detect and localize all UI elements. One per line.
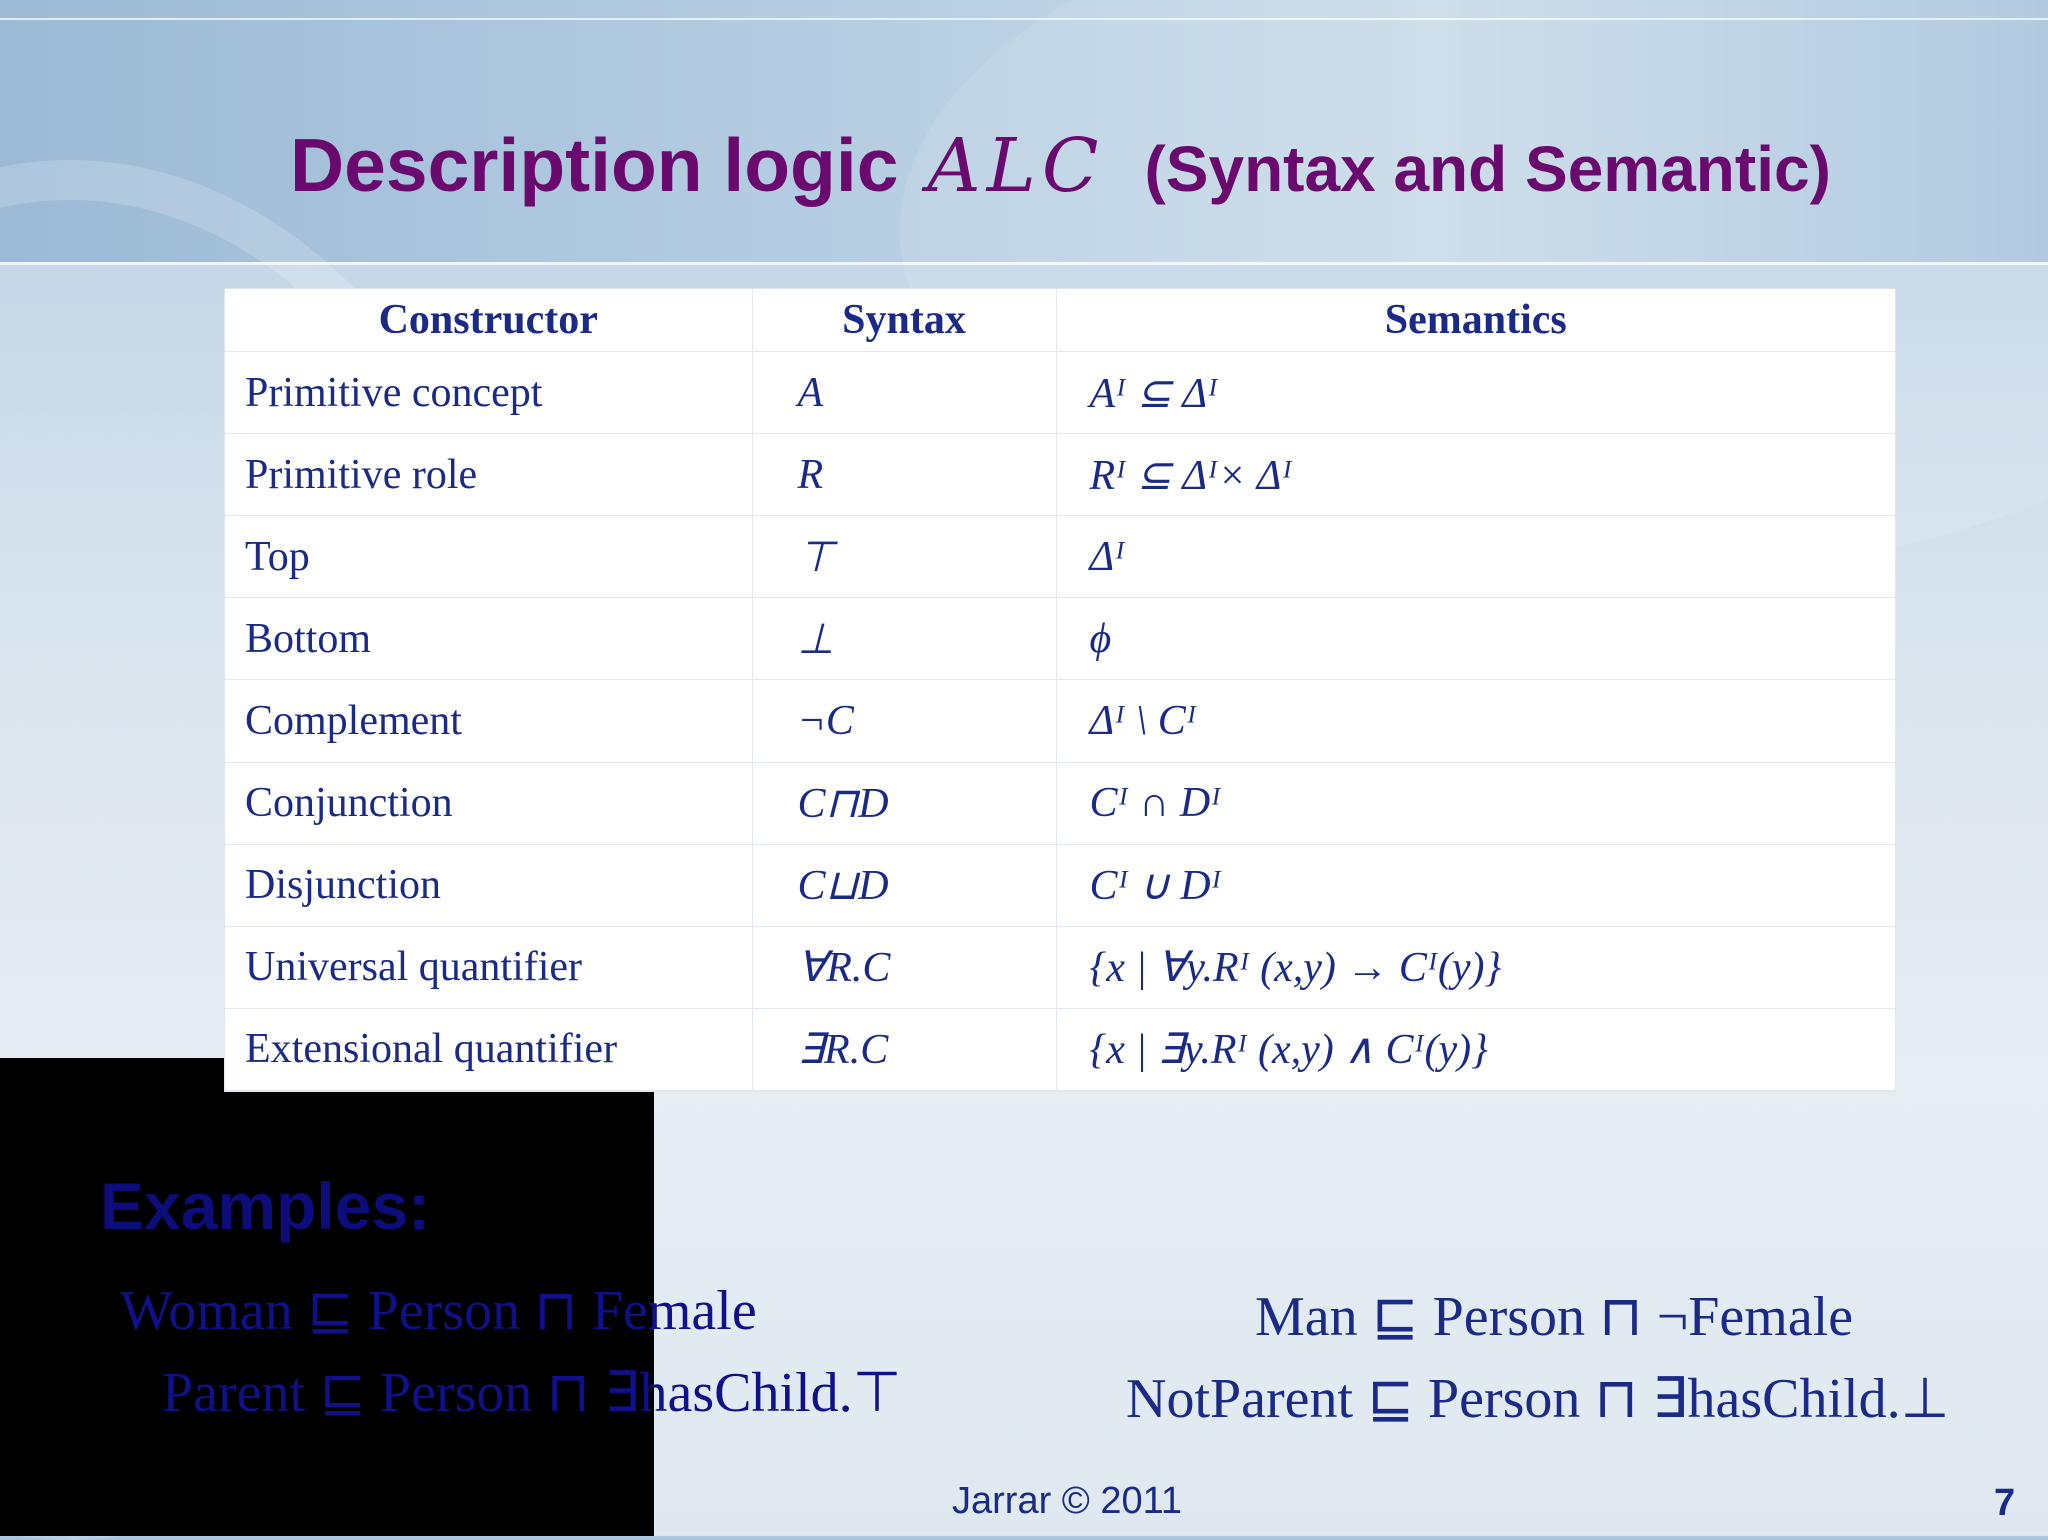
table-row <box>225 352 1895 434</box>
cell-syntax: A <box>752 352 1056 434</box>
cell-semantics: Rᴵ ⊆ Δᴵ× Δᴵ <box>1056 434 1895 516</box>
table-row <box>225 762 1895 844</box>
table-row <box>225 844 1895 926</box>
table-row <box>225 434 1895 516</box>
title-subtitle: (Syntax and Semantic) <box>1144 133 1831 205</box>
cell-constructor: Conjunction <box>225 762 752 844</box>
cell-syntax: ∃R.C <box>752 1008 1056 1090</box>
title-main: Description logic <box>290 123 899 207</box>
cell-syntax: ¬C <box>752 680 1056 762</box>
cell-constructor: Disjunction <box>225 844 752 926</box>
cell-constructor: Primitive concept <box>225 352 752 434</box>
header-syntax: Syntax <box>752 289 1056 352</box>
cell-semantics: {x | ∀y.Rᴵ (x,y) → Cᴵ(y)} <box>1056 926 1895 1008</box>
page-number: 7 <box>1994 1482 2016 1524</box>
slide-title <box>290 122 1990 209</box>
table-row <box>225 598 1895 680</box>
cell-syntax: R <box>752 434 1056 516</box>
example-notparent: NotParent ⊑ Person ⊓ ∃hasChild.⊥ <box>1126 1368 1950 1430</box>
cell-constructor: Primitive role <box>225 434 752 516</box>
syntax-semantics-table <box>224 288 1896 1092</box>
cell-semantics: {x | ∃y.Rᴵ (x,y) ∧ Cᴵ(y)} <box>1056 1008 1895 1090</box>
header-constructor: Constructor <box>225 289 752 352</box>
cell-semantics: Aᴵ ⊆ Δᴵ <box>1056 352 1895 434</box>
cell-syntax: ⊤ <box>752 516 1056 598</box>
cell-constructor: Extensional quantifier <box>225 1008 752 1090</box>
footer-copyright: Jarrar © 2011 <box>952 1480 1183 1522</box>
cell-semantics: Δᴵ <box>1056 516 1895 598</box>
example-parent: Parent ⊑ Person ⊓ ∃hasChild.⊤ <box>162 1362 902 1424</box>
cell-syntax: ∀R.C <box>752 926 1056 1008</box>
table-row <box>225 926 1895 1008</box>
table-row <box>225 680 1895 762</box>
header-semantics: Semantics <box>1056 289 1895 352</box>
title-alc: ALC <box>927 123 1105 209</box>
cell-syntax: C⊓D <box>752 762 1056 844</box>
cell-syntax: C⊔D <box>752 844 1056 926</box>
header-line-top <box>0 18 2048 20</box>
table-row <box>225 1008 1895 1090</box>
cell-syntax: ⊥ <box>752 598 1056 680</box>
cell-semantics: Cᴵ ∪ Dᴵ <box>1056 844 1895 926</box>
examples-heading: Examples: <box>100 1169 431 1243</box>
cell-constructor: Complement <box>225 680 752 762</box>
table-header-row <box>225 289 1895 352</box>
cell-semantics: Cᴵ ∩ Dᴵ <box>1056 762 1895 844</box>
table-row <box>225 516 1895 598</box>
cell-constructor: Universal quantifier <box>225 926 752 1008</box>
example-woman: Woman ⊑ Person ⊓ Female <box>120 1280 757 1342</box>
cell-semantics: Δᴵ \ Cᴵ <box>1056 680 1895 762</box>
cell-constructor: Top <box>225 516 752 598</box>
cell-semantics: ϕ <box>1056 598 1895 680</box>
example-man: Man ⊑ Person ⊓ ¬Female <box>1255 1286 1854 1348</box>
cell-constructor: Bottom <box>225 598 752 680</box>
header-line-bottom <box>0 262 2048 265</box>
